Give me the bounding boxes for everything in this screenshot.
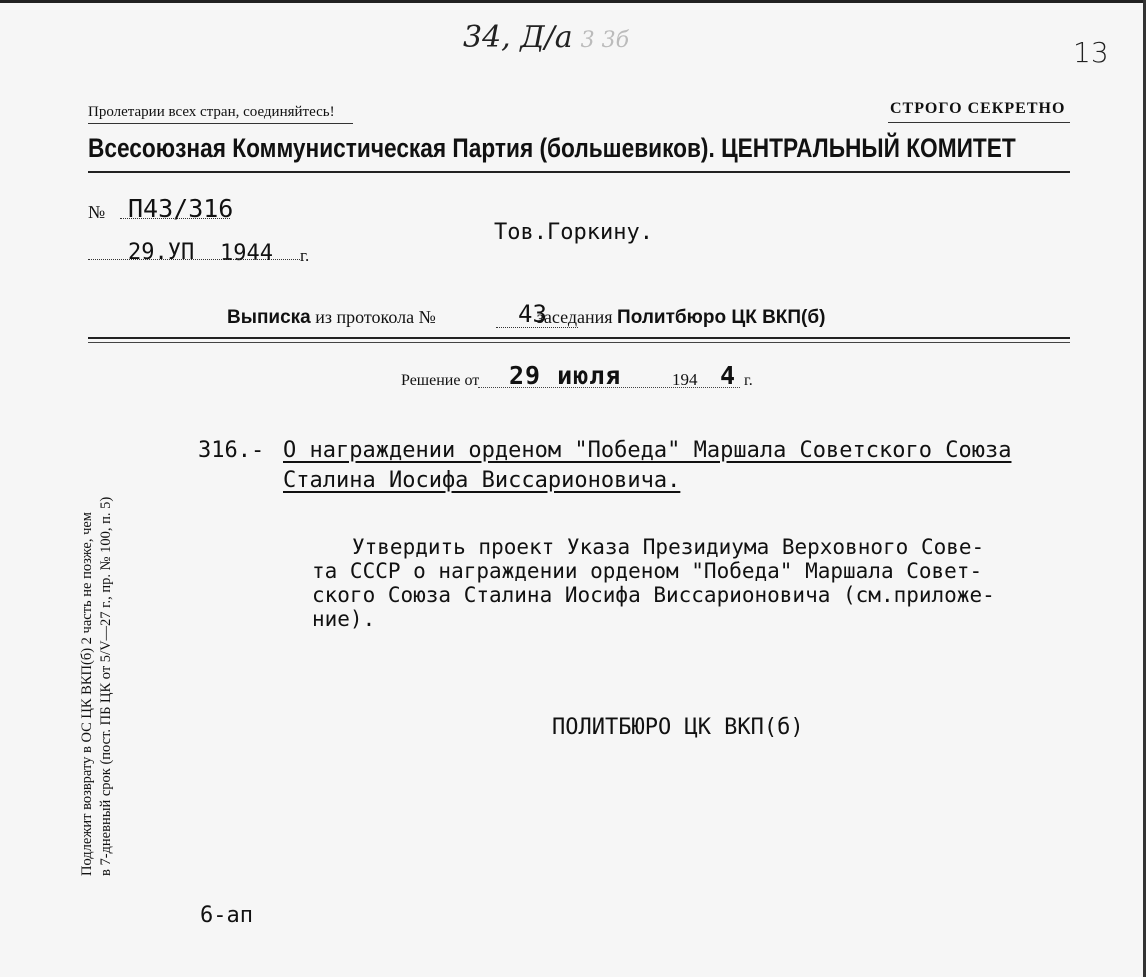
decision-label: Решение от <box>401 372 480 389</box>
handwritten-top-note <box>463 20 629 55</box>
decision-year-digit: 4 <box>720 361 736 390</box>
reference-year: 1944 <box>220 241 273 266</box>
decision-year-prefix: 194 <box>672 370 698 389</box>
return-notice-line-1: Подлежит возврату в ОС ЦК ВКП(б) 2 часть не позже, чем <box>79 512 95 876</box>
resolution-line: Утвердить проект Указа Президиума Верховного Сове- <box>352 535 985 559</box>
decision-suffix: г. <box>744 372 753 389</box>
reference-date: 29.УП <box>128 240 195 265</box>
resolution-line: ние). <box>312 607 376 631</box>
extract-protocol-label: из протокола № <box>315 307 436 327</box>
extract-session-label: заседания <box>536 307 613 327</box>
handwritten-note-text: 34, Д/а <box>463 20 573 55</box>
scan-edge-top <box>0 0 1146 3</box>
organization-title: Всесоюзная Коммунистическая Партия (большевиков). ЦЕНТРАЛЬНЫЙ КОМИТЕТ <box>88 133 1016 163</box>
extract-rule <box>88 337 1070 339</box>
extract-label: Выписка <box>227 307 311 328</box>
item-title-line-1: О награждении орденом "Победа" Маршала Советского Союза <box>283 438 1012 463</box>
number-sign: № <box>88 202 106 222</box>
item-title-line-2: Сталина Иосифа Виссарионовича. <box>283 468 681 493</box>
extract-body: Политбюро ЦК ВКП(б) <box>617 307 826 328</box>
resolution-text <box>312 535 995 631</box>
return-notice-line-2: в 7-дневный срок (пост. ПБ ЦК от 5/V—27 г., пр. № 100, п. 5) <box>98 496 114 876</box>
resolution-line: ского Союза Сталина Иосифа Виссарионовича (см.приложе- <box>312 583 995 607</box>
return-notice <box>78 376 128 876</box>
classification-stamp: СТРОГО СЕКРЕТНО <box>890 100 1066 117</box>
slogan-underline <box>88 123 353 124</box>
date-dotted-line <box>88 259 300 260</box>
reference-date-suffix: г. <box>300 246 310 265</box>
protocol-number: 43 <box>518 300 547 328</box>
resolution-line: та СССР о награждении орденом "Победа" Маршала Совет- <box>312 559 983 583</box>
number-dotted-line <box>120 218 230 219</box>
recipient: Тов.Горкину. <box>494 220 653 245</box>
header-rule <box>88 171 1070 173</box>
protocol-dotted-line <box>496 327 578 328</box>
slogan: Пролетарии всех стран, соединяйтесь! <box>88 104 335 120</box>
handwritten-note-faint: 3 3б <box>580 28 630 53</box>
handwritten-page-number: 13 <box>1073 36 1109 69</box>
reference-number: П43/316 <box>128 194 234 223</box>
footer-code: 6-ап <box>200 903 253 928</box>
classification-underline <box>888 122 1070 123</box>
signature: ПОЛИТБЮРО ЦК ВКП(б) <box>552 715 804 740</box>
item-number: 316.- <box>198 438 265 463</box>
decision-date: 29 июля <box>509 361 622 390</box>
extract-rule-thin <box>88 342 1070 343</box>
decision-dotted-line <box>478 387 740 388</box>
